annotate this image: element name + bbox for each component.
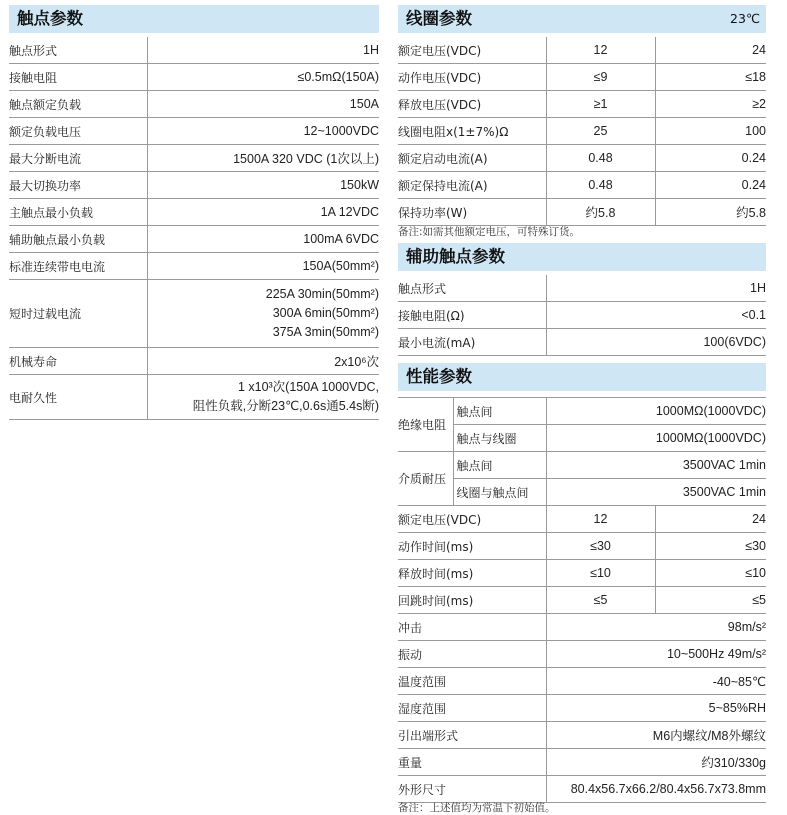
row-label: 回跳时间(ms): [398, 587, 546, 614]
row-label: 重量: [398, 749, 546, 776]
row-label: 保持功率(W): [398, 199, 546, 226]
row-value: 1000MΩ(1000VDC): [546, 398, 766, 425]
row-label: 辅助触点最小负载: [9, 226, 147, 253]
overload-line: 375A 3min(50mm²): [272, 325, 379, 339]
table-row: [9, 145, 379, 172]
coil-note: 备注:如需其他额定电压，可特殊订货。: [398, 226, 581, 238]
table-row: [398, 560, 766, 587]
table-row: [398, 302, 766, 329]
value-24v: 24: [655, 37, 766, 64]
table-row: [398, 641, 766, 668]
perf-section-header: [398, 363, 766, 391]
row-label: 动作电压(VDC): [398, 64, 546, 91]
perf-params-table: [398, 397, 766, 803]
table-row: [398, 506, 766, 533]
table-row: [398, 479, 766, 506]
row-label: 绝缘电阻: [398, 398, 453, 452]
table-row: [398, 398, 766, 425]
value-12v: 25: [546, 118, 655, 145]
value-12v: ≤10: [546, 560, 655, 587]
table-row: [398, 452, 766, 479]
row-label: 接触电阻: [9, 64, 147, 91]
table-row: [9, 118, 379, 145]
table-row: [9, 226, 379, 253]
table-row: [398, 329, 766, 356]
table-row: [398, 749, 766, 776]
row-label: 电耐久性: [9, 375, 147, 420]
value-12v: 约5.8: [546, 199, 655, 226]
coil-section-header: [398, 5, 766, 33]
row-label: 最大切换功率: [9, 172, 147, 199]
table-row: [398, 145, 766, 172]
row-value: M6内螺纹/M8外螺纹: [546, 722, 766, 749]
row-label: 最小电流(mA): [398, 329, 546, 356]
value-24v: ≤5: [655, 587, 766, 614]
row-value: -40~85℃: [546, 668, 766, 695]
value-12v: 12: [546, 37, 655, 64]
table-row: [398, 91, 766, 118]
value-24v: ≥2: [655, 91, 766, 118]
row-sublabel: 触点与线圈: [453, 425, 546, 452]
row-value: 150kW: [147, 172, 379, 199]
table-row: [398, 275, 766, 302]
table-row: [398, 722, 766, 749]
value-12v: ≤30: [546, 533, 655, 560]
row-label: 标准连续带电电流: [9, 253, 147, 280]
elife-line: 1 x10³次(150A 1000VDC,: [237, 380, 379, 394]
aux-section-title: 辅助触点参数: [406, 247, 505, 266]
contact-section-title: 触点参数: [17, 9, 83, 28]
table-row: [9, 253, 379, 280]
row-value: ≤0.5mΩ(150A): [147, 64, 379, 91]
row-label: 释放电压(VDC): [398, 91, 546, 118]
row-value: 100mA 6VDC: [147, 226, 379, 253]
row-label: 短时过载电流: [9, 280, 147, 348]
value-12v: ≤5: [546, 587, 655, 614]
elife-line: 阻性负载,分断23℃,0.6s通5.4s断): [192, 399, 379, 413]
row-value: 100(6VDC): [546, 329, 766, 356]
table-row: [398, 64, 766, 91]
row-label: 引出端形式: [398, 722, 546, 749]
row-value: 3500VAC 1min: [546, 452, 766, 479]
contact-params-table: [9, 37, 379, 420]
row-label: 外形尺寸: [398, 776, 546, 803]
table-row: [9, 199, 379, 226]
overload-line: 300A 6min(50mm²): [272, 306, 379, 320]
table-row: [398, 587, 766, 614]
table-row: [398, 614, 766, 641]
value-12v: 12: [546, 506, 655, 533]
value-24v: ≤30: [655, 533, 766, 560]
table-row: [398, 118, 766, 145]
table-row: [398, 668, 766, 695]
value-24v: 100: [655, 118, 766, 145]
row-label: 线圈电阻x(1±7%)Ω: [398, 118, 546, 145]
table-row: [398, 533, 766, 560]
value-24v: ≤18: [655, 64, 766, 91]
row-label: 动作时间(ms): [398, 533, 546, 560]
row-value: <0.1: [546, 302, 766, 329]
table-row: [398, 199, 766, 226]
row-label: 冲击: [398, 614, 546, 641]
value-24v: 24: [655, 506, 766, 533]
aux-section-header: [398, 243, 766, 271]
coil-temperature: 23℃: [730, 11, 760, 26]
row-value: 1A 12VDC: [147, 199, 379, 226]
value-12v: 0.48: [546, 145, 655, 172]
row-label: 额定电压(VDC): [398, 506, 546, 533]
row-label: 机械寿命: [9, 348, 147, 375]
row-value: 约310/330g: [546, 749, 766, 776]
value-24v: 0.24: [655, 172, 766, 199]
row-label: 触点额定负载: [9, 91, 147, 118]
row-label: 介质耐压: [398, 452, 453, 506]
row-value: 1H: [147, 37, 379, 64]
row-label: 接触电阻(Ω): [398, 302, 546, 329]
value-24v: 0.24: [655, 145, 766, 172]
row-label: 额定负载电压: [9, 118, 147, 145]
row-label: 主触点最小负载: [9, 199, 147, 226]
overload-line: 225A 30min(50mm²): [265, 287, 379, 301]
table-row: [9, 37, 379, 64]
value-24v: 约5.8: [655, 199, 766, 226]
row-value: 2x10⁶次: [147, 348, 379, 375]
table-row: [9, 280, 379, 348]
table-row: [9, 64, 379, 91]
table-row: [398, 425, 766, 452]
value-12v: ≥1: [546, 91, 655, 118]
row-value: 10~500Hz 49m/s²: [546, 641, 766, 668]
coil-params-table: [398, 37, 766, 226]
row-label: 触点形式: [9, 37, 147, 64]
row-value: 80.4x56.7x66.2/80.4x56.7x73.8mm: [546, 776, 766, 803]
row-value: 5~85%RH: [546, 695, 766, 722]
row-label: 最大分断电流: [9, 145, 147, 172]
row-value: [147, 375, 379, 420]
table-row: [398, 172, 766, 199]
value-12v: 0.48: [546, 172, 655, 199]
row-label: 振动: [398, 641, 546, 668]
row-label: 额定保持电流(A): [398, 172, 546, 199]
row-value: [147, 280, 379, 348]
row-sublabel: 触点间: [453, 398, 546, 425]
row-sublabel: 线圈与触点间: [453, 479, 546, 506]
coil-section-title: 线圈参数: [406, 9, 472, 28]
row-label: 温度范围: [398, 668, 546, 695]
table-row: [398, 37, 766, 64]
aux-params-table: [398, 275, 766, 356]
row-label: 释放时间(ms): [398, 560, 546, 587]
row-value: 98m/s²: [546, 614, 766, 641]
value-12v: ≤9: [546, 64, 655, 91]
table-row: [9, 375, 379, 420]
row-label: 额定电压(VDC): [398, 37, 546, 64]
row-label: 湿度范围: [398, 695, 546, 722]
row-value: 1H: [546, 275, 766, 302]
table-row: [398, 776, 766, 803]
row-label: 触点形式: [398, 275, 546, 302]
row-value: 150A(50mm²): [147, 253, 379, 280]
row-value: 150A: [147, 91, 379, 118]
value-24v: ≤10: [655, 560, 766, 587]
row-value: 1000MΩ(1000VDC): [546, 425, 766, 452]
table-row: [9, 172, 379, 199]
table-row: [9, 348, 379, 375]
table-row: [9, 91, 379, 118]
perf-section-title: 性能参数: [406, 367, 472, 386]
row-value: 12~1000VDC: [147, 118, 379, 145]
row-value: 1500A 320 VDC (1次以上): [147, 145, 379, 172]
row-value: 3500VAC 1min: [546, 479, 766, 506]
perf-note: 备注：上述值均为常温下初始值。: [398, 802, 556, 814]
row-sublabel: 触点间: [453, 452, 546, 479]
contact-section-header: [9, 5, 379, 33]
table-row: [398, 695, 766, 722]
row-label: 额定启动电流(A): [398, 145, 546, 172]
